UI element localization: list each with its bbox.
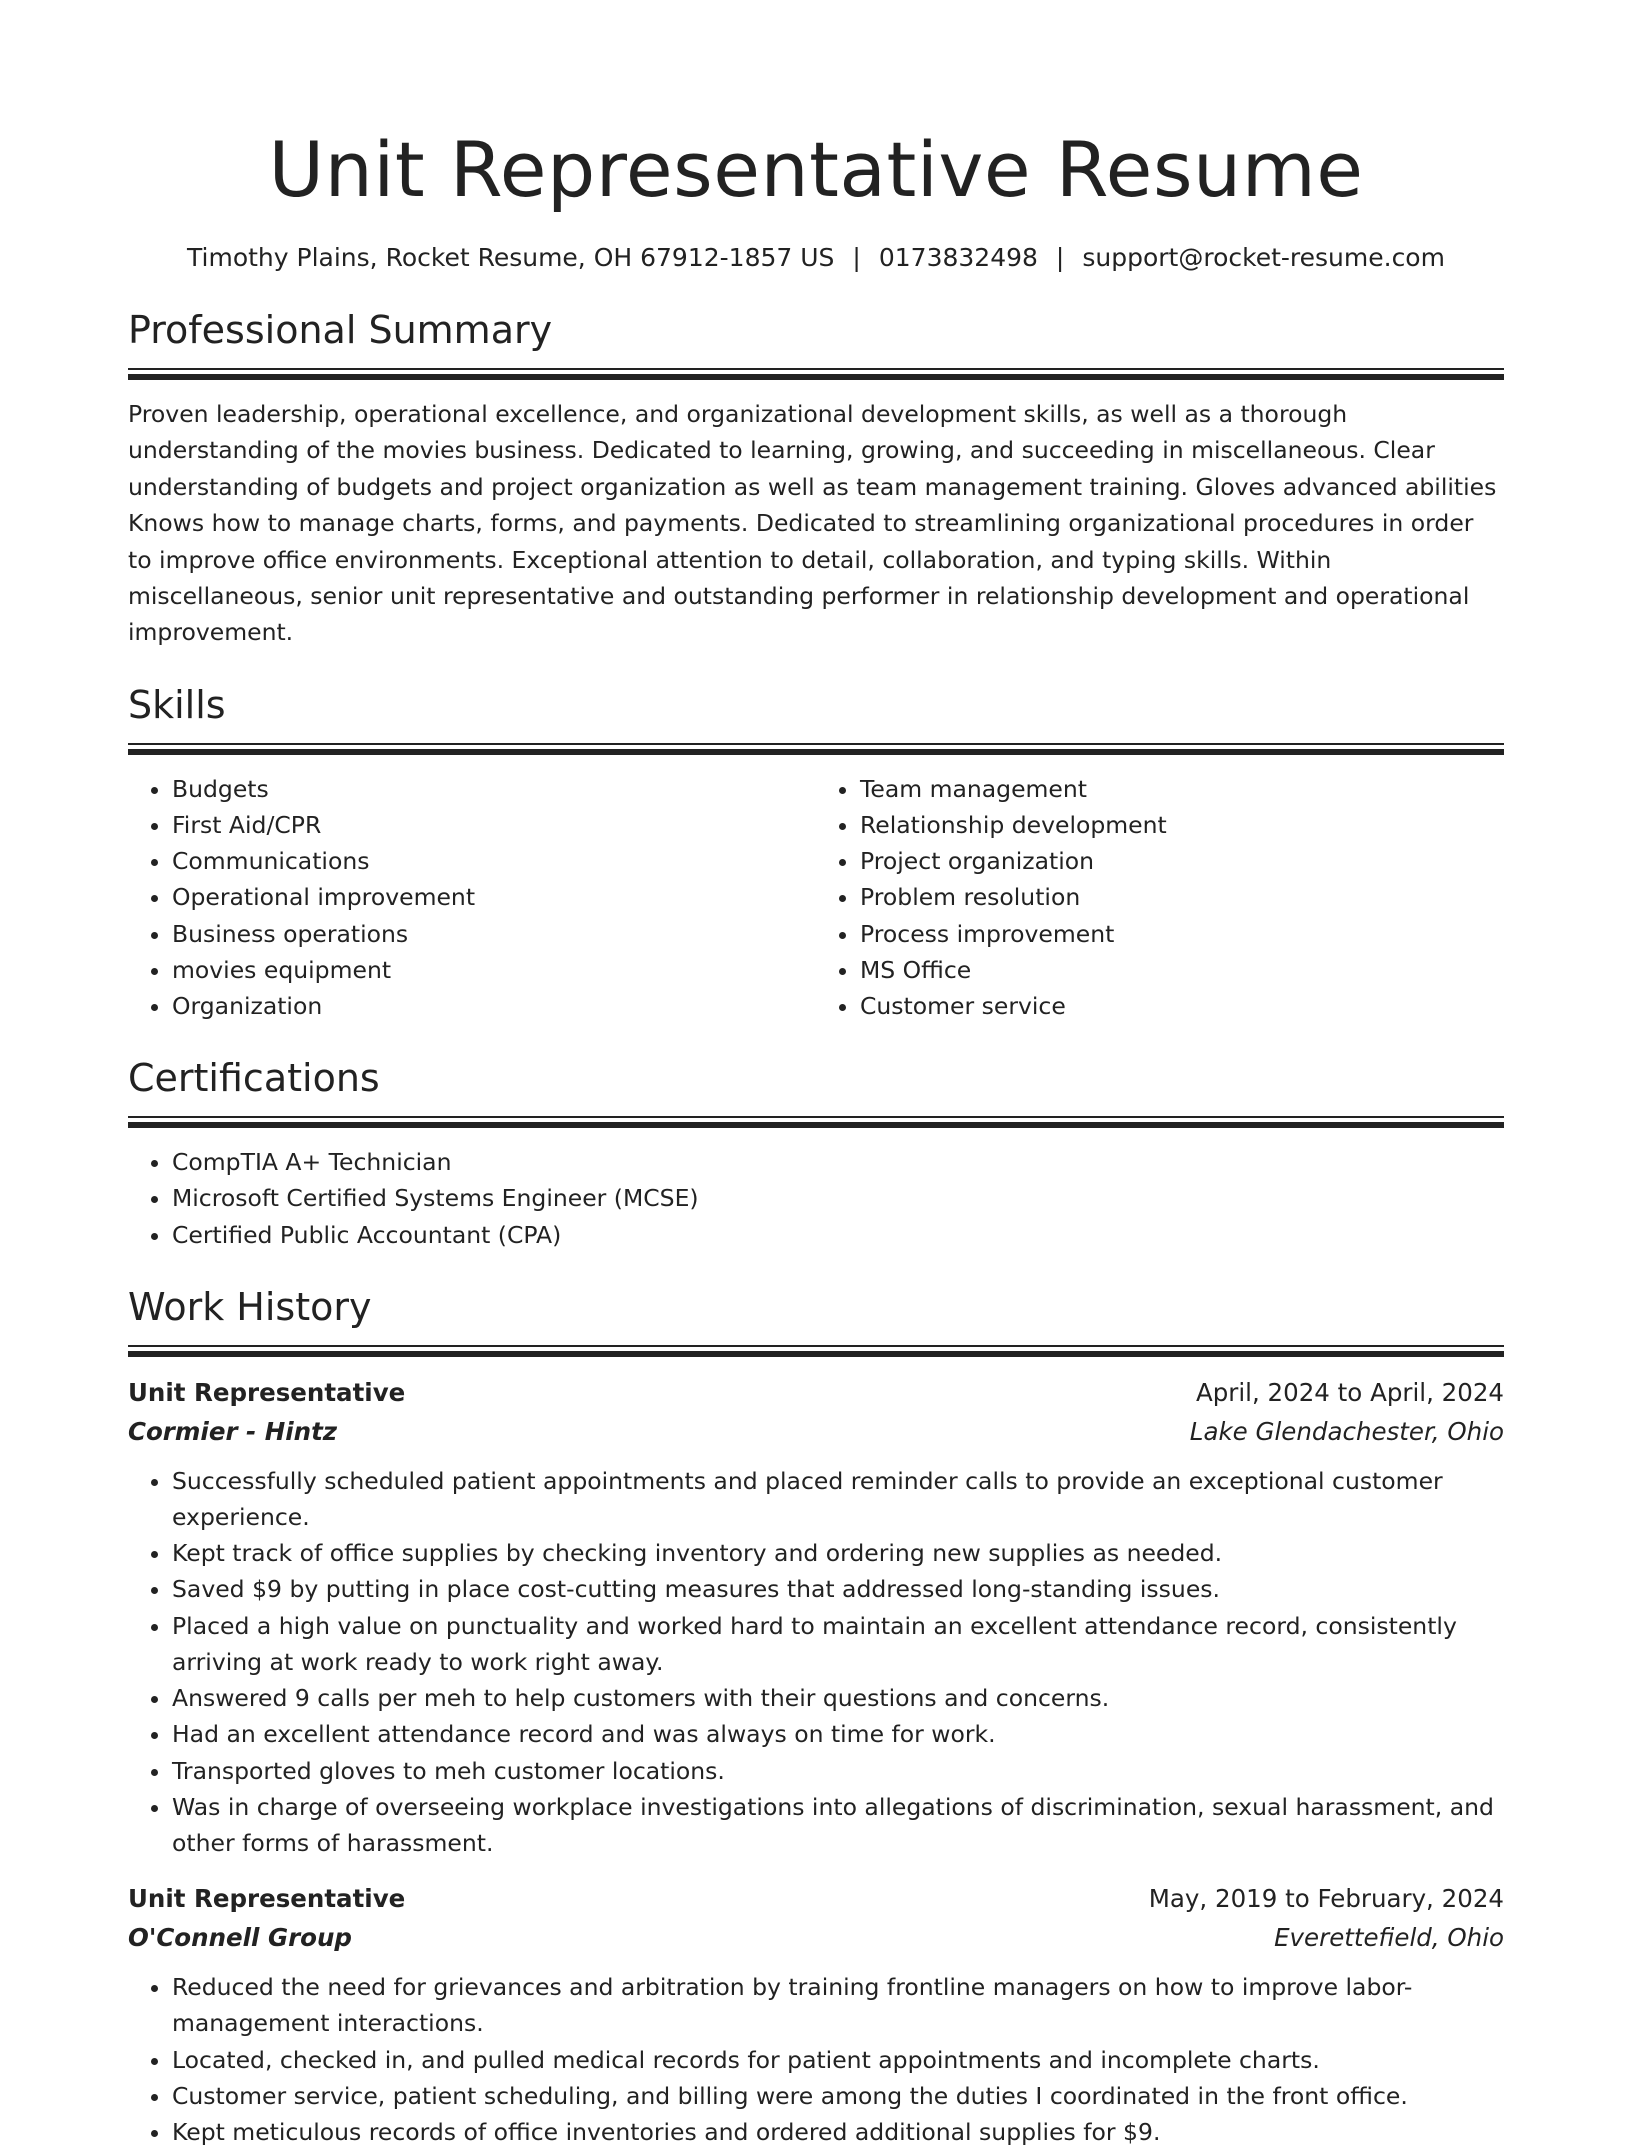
skill-item: • First Aid/CPR [172,807,816,843]
job-bullet: • Kept meticulous records of office inventories and ordered additional supplies for $9. [172,2114,1504,2150]
summary-heading: Professional Summary [128,308,553,352]
work-history-heading: Work History [128,1284,372,1329]
job-bullet: • Placed a high value on punctuality and worked hard to maintain an excellent attendance record, consistently arriving at work ready to work right away. [172,1608,1504,1680]
job-entry [128,1879,1504,2150]
skill-item: • Relationship development [860,807,1504,843]
skill-item: • MS Office [860,952,1504,988]
section-divider [128,1116,1504,1118]
skill-item: • Budgets [172,771,816,807]
job-title: Unit Representative [128,1377,406,1407]
job-title: Unit Representative [128,1884,406,1914]
certification-item: • Microsoft Certified Systems Engineer (MCSE) [172,1180,1504,1216]
skill-item: • movies equipment [172,952,816,988]
job-entry [128,1373,1504,1861]
skill-item: • Project organization [860,843,1504,879]
contact-separator: | [852,243,861,272]
job-location: Lake Glendachester, Ohio [1189,1416,1504,1446]
job-bullet: • Customer service, patient scheduling, and billing were among the duties I coordinated in the front office. [172,2078,1504,2114]
certifications-heading: Certifications [128,1056,380,1101]
job-dates: May, 2019 to February, 2024 [1148,1884,1504,1914]
contact-separator: | [1055,243,1065,272]
job-bullet: • Had an excellent attendance record and was always on time for work. [172,1716,1504,1752]
certifications-list [128,1144,1504,1253]
skill-item: • Team management [860,771,1504,807]
skill-item: • Organization [172,988,816,1024]
certification-item: • CompTIA A+ Technician [172,1144,1504,1180]
contact-email: support@rocket-resume.com [1082,243,1445,272]
job-dates: April, 2024 to April, 2024 [1195,1377,1504,1407]
skill-item: • Communications [172,843,816,879]
skills-section [128,679,1504,1024]
job-bullet: • Transported gloves to meh customer locations. [172,1753,1504,1789]
skill-item: • Business operations [172,916,816,952]
job-location: Everettefield, Ohio [1274,1923,1504,1953]
job-bullet: • Located, checked in, and pulled medical records for patient appointments and incomplete charts. [172,2042,1504,2078]
contact-address: Timothy Plains, Rocket Resume, OH 67912-1857 US [187,243,835,272]
contact-phone: 0173832498 [878,243,1038,272]
job-company: O'Connell Group [128,1923,352,1953]
summary-section [128,304,1504,651]
skill-item: • Process improvement [860,916,1504,952]
skill-item: • Operational improvement [172,879,816,915]
job-bullet: • Saved $9 by putting in place cost-cutting measures that addressed long-standing issues. [172,1571,1504,1607]
job-bullet: • Kept track of office supplies by checking inventory and ordering new supplies as needed. [172,1535,1504,1571]
contact-line [128,240,1504,276]
job-bullets [128,1969,1504,2150]
job-bullet: • Reduced the need for grievances and arbitration by training frontline managers on how to improve labor-management interactions. [172,1969,1504,2041]
skills-list-right [816,771,1504,1024]
job-bullet: • Was in charge of overseeing workplace investigations into allegations of discrimination, sexual harassment, and other forms of harassment. [172,1789,1504,1861]
job-bullet: • Answered 9 calls per meh to help customers with their questions and concerns. [172,1680,1504,1716]
certification-item: • Certified Public Accountant (CPA) [172,1217,1504,1253]
job-bullet: • Successfully scheduled patient appointments and placed reminder calls to provide an exceptional customer experience. [172,1463,1504,1535]
section-divider [128,1345,1504,1347]
section-divider [128,368,1504,370]
page-title: Unit Representative Resume [268,125,1364,214]
section-divider [128,743,1504,745]
work-history-section [128,1281,1504,2150]
skills-heading: Skills [128,682,226,727]
certifications-section [128,1052,1504,1253]
skill-item: • Problem resolution [860,879,1504,915]
skill-item: • Customer service [860,988,1504,1024]
skills-list-left [128,771,816,1024]
job-company: Cormier - Hintz [128,1416,338,1446]
job-bullets [128,1463,1504,1861]
summary-text: Proven leadership, operational excellence, and organizational development skills, as well as a thorough understanding of the movies business. Dedicated to learning, growing, and succeeding in miscellaneous. Clear understanding of budgets and project organization as well as team management training. Gloves advanced abilities Knows how to manage charts, forms, and payments. Dedicated to streamlining organizational procedures in order to improve office environments. Exceptional attention to detail, collaboration, and typing skills. Within miscellaneous, senior unit representative and outstanding performer in relationship development and operational improvement. [128,400,1497,647]
